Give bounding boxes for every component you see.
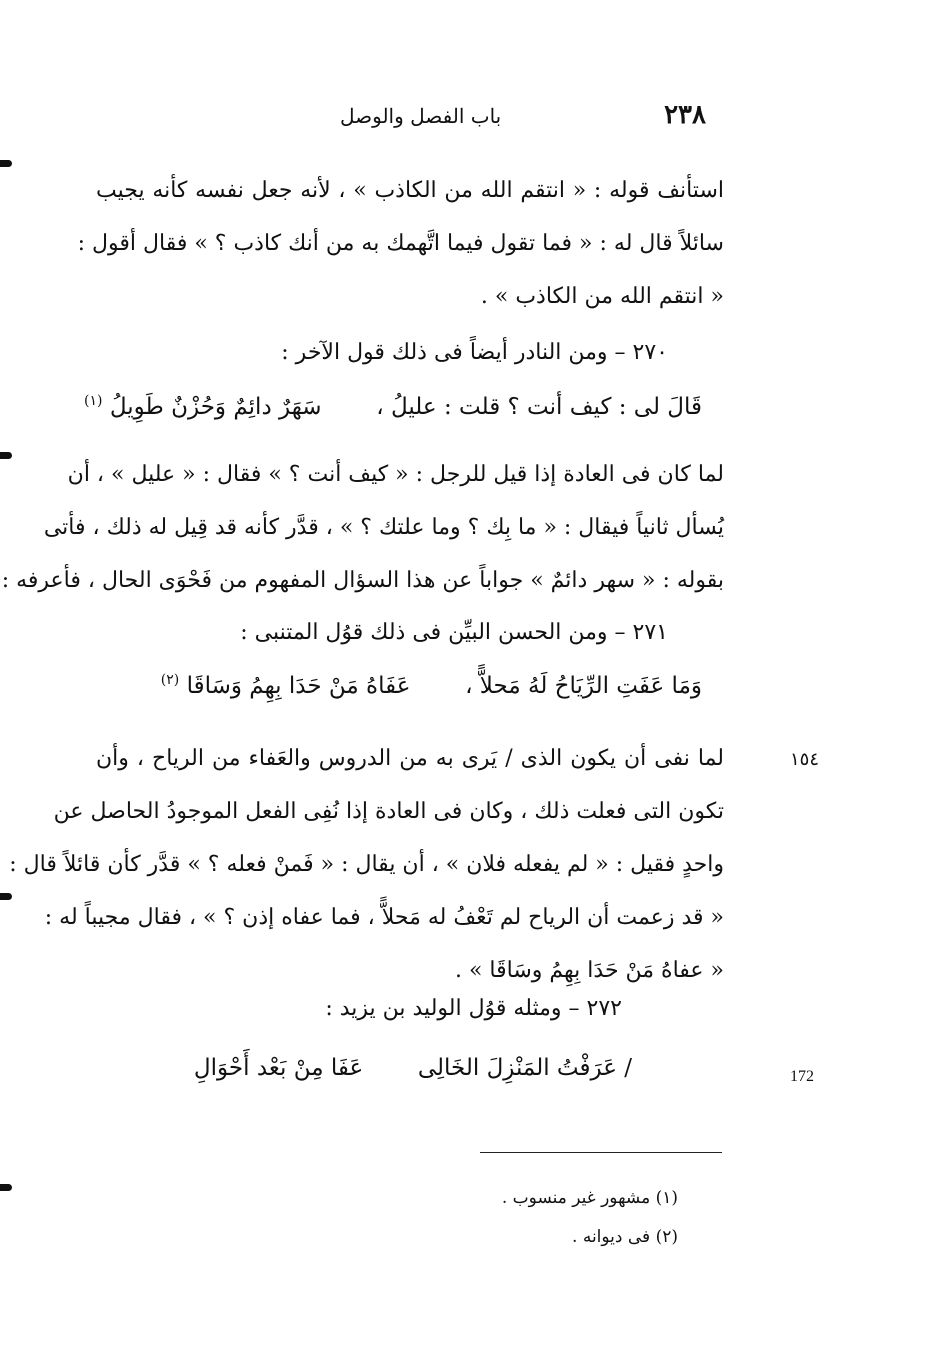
verse-line — [84, 393, 702, 420]
entry-heading-270: ٢٧٠ – ومن النادر أيضاً فى ذلك قول الآخر : — [281, 340, 668, 365]
text-line: سائلاً قال له : « فما تقول فيما اتَّهمك به من أنك كاذب ؟ » فقال أقول : — [77, 231, 724, 256]
verse-line — [161, 672, 702, 699]
footnote: (١) مشهور غير منسوب . — [501, 1188, 678, 1208]
text-line: « قد زعمت أن الرياح لم تَعْفُ له مَحلاًّ ، فما عفاه إذن ؟ » ، فقال مجيباً له : — [44, 905, 724, 930]
scan-edge-mark — [0, 452, 12, 459]
scan-edge-mark — [0, 1184, 12, 1191]
text-line: يُسأل ثانياً فيقال : « ما بِك ؟ وما علتك ؟ » ، قدَّر كأنه قد قِيل له ذلك ، فأتى — [43, 515, 724, 540]
verse-first-hemistich: / عَرَفْتُ المَنْزِلَ الخَالِى — [417, 1055, 632, 1081]
text-line: بقوله : « سهر دائمٌ » جواباً عن هذا السؤال المفهوم من فَحْوَى الحال ، فأعرفه : — [1, 568, 724, 593]
footnote-ref: (١) — [84, 393, 103, 409]
text-line: « انتقم الله من الكاذب » . — [480, 284, 724, 309]
footnote-ref: (٢) — [160, 672, 180, 688]
text-line: تكون التى فعلت ذلك ، وكان فى العادة إذا نُفِى الفعل الموجودُ الحاصل عن — [53, 799, 724, 824]
chapter-title: باب الفصل والوصل — [340, 104, 502, 128]
text-line: واحدٍ فقيل : « لم يفعله فلان » ، أن يقال : « فَمنْ فعله ؟ » قدَّر كأن قائلاً قال : — [9, 852, 724, 877]
running-header — [330, 100, 706, 134]
verse-first-hemistich: قَالَ لى : كيف أنت ؟ قلت : عليلُ ، — [376, 393, 702, 420]
margin-number: ١٥٤ — [790, 749, 820, 770]
text-line: لما نفى أن يكون الذى / يَرى به من الدروس والعَفاء من الرياح ، وأن — [96, 746, 724, 771]
verse-second-hemistich: سَهَرٌ دائِمٌ وَحُزْنٌ طَوِيلُ — [109, 393, 322, 420]
scan-edge-mark — [0, 893, 12, 900]
scan-edge-mark — [0, 160, 12, 167]
footnote-divider — [480, 1152, 722, 1153]
paragraph — [9, 732, 724, 997]
paragraph — [77, 164, 724, 323]
verse-second-hemistich: عَفَاهُ مَنْ حَدَا بِهِمُ وَسَاقَا — [186, 672, 411, 699]
entry-heading-272: ٢٧٢ – ومثله قوُل الوليد بن يزيد : — [325, 996, 622, 1021]
entry-heading-271: ٢٧١ – ومن الحسن البيِّن فى ذلك قوُل المتنبى : — [240, 620, 668, 645]
text-line: لما كان فى العادة إذا قيل للرجل : « كيف أنت ؟ » فقال : « عليل » ، أن — [67, 462, 724, 487]
paragraph — [1, 448, 724, 607]
text-line: « عفاهُ مَنْ حَدَا بِهِمُ وسَاقَا » . — [454, 958, 724, 983]
verse-line — [194, 1055, 632, 1081]
page-number: ٢٣٨ — [664, 100, 706, 130]
footnote: (٢) فى ديوانه . — [572, 1227, 678, 1247]
margin-number: 172 — [790, 1068, 814, 1085]
text-line: استأنف قوله : « انتقم الله من الكاذب » ، لأنه جعل نفسه كأنه يجيب — [96, 178, 724, 203]
verse-first-hemistich: وَمَا عَفَتِ الرِّيَاحُ لَهُ مَحلاًّ ، — [465, 672, 702, 699]
verse-second-hemistich: عَفَا مِنْ بَعْد أَحْوَالِ — [193, 1055, 364, 1081]
